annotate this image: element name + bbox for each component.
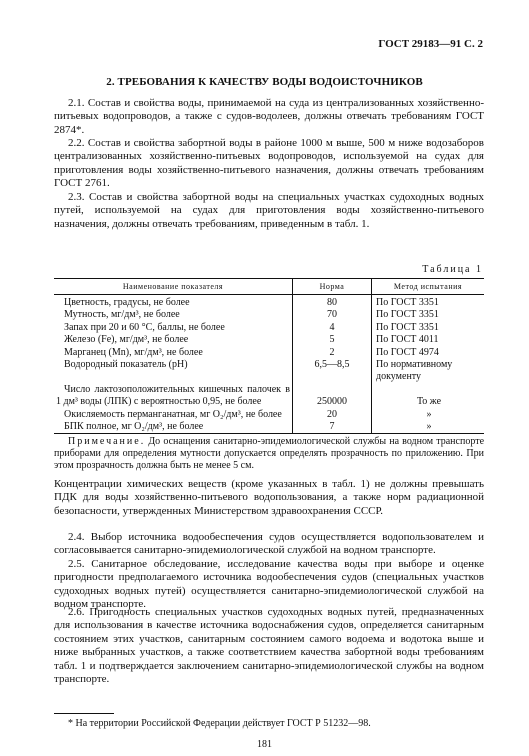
table-caption: Таблица 1: [422, 264, 483, 275]
row-method: »: [372, 421, 485, 434]
row-method: »: [426, 408, 432, 420]
row-parameter: Запах при 20 и 60 °С, баллы, не более: [64, 321, 225, 333]
paragraph-2-2: 2.2. Состав и свойства забортной воды в районе 1000 м выше, 500 м ниже водозаборов централизованных хозяйственно-питьевых водопроводов, используемой на судах для приготовления воды хозяйственно-питьевого назначения, должны отвечать требованиям ГОСТ 2761.: [54, 137, 484, 190]
row-parameter: БПК полное, мг O₂/дм³, не более: [54, 421, 293, 434]
paragraph-2-6: 2.6. Пригодность специальных участков судоходных водных путей, предназначенных для использования в качестве источника водоснабжения судов, определяется санитарным состоянием этих участков, санитарным состоянием самого водоема и водотока выше и ниже выбранных участков, а также соответствием качества забортной воды требованиям табл. 1 и подтверждается заключением санитарно-эпидемиологической службы на водном транспорте.: [54, 606, 484, 686]
header-parameter: Наименование показателя: [54, 279, 293, 295]
row-parameter: Марганец (Mn), мг/дм³, не более: [64, 346, 203, 358]
row-parameter: Водородный показатель (pH): [64, 359, 188, 371]
page-header: ГОСТ 29183—91 С. 2: [378, 38, 483, 50]
row-norm: 5: [293, 334, 372, 346]
paragraph-2-1: 2.1. Состав и свойства воды, принимаемой на суда из централизованных хозяйственно-питьевых водопроводов, а также с судов-водолеев, должны отвечать требованиям ГОСТ 2874*.: [54, 97, 484, 136]
row-parameter: Цветность, градусы, не более: [64, 297, 190, 308]
header-norm: Норма: [293, 279, 372, 295]
row-parameter: Окисляемость перманганатная, мг O₂/дм³, не более: [64, 408, 282, 420]
row-norm: 2: [293, 347, 372, 359]
table-header-row: [54, 279, 484, 295]
header-method: Метод испытания: [372, 279, 485, 295]
table-row: [54, 334, 484, 346]
table-row: [54, 322, 484, 334]
row-method: То же: [416, 396, 442, 408]
table-row: [54, 409, 484, 421]
page-number: 181: [257, 739, 272, 750]
paragraph-2-5: 2.5. Санитарное обследование, исследование качества воды при выборе и оценке пригодности предполагаемого источника водообеспечения судов (специальных участков судоходных водных путей) осуществляется санитарно-эпидемиологической службой на водном транспорте.: [54, 558, 484, 611]
table-row: [54, 359, 484, 384]
row-method: По ГОСТ 3351: [376, 321, 439, 333]
row-method: По ГОСТ 4011: [376, 334, 439, 346]
row-norm: 4: [293, 322, 372, 334]
table-row: [54, 309, 484, 321]
footnote-rule: [54, 713, 114, 714]
row-norm: 20: [293, 409, 372, 421]
row-parameter: Железо (Fe), мг/дм³, не более: [64, 334, 189, 346]
row-parameter: Мутность, мг/дм³, не более: [64, 309, 180, 321]
row-norm: 6,5—8,5: [293, 359, 372, 384]
row-norm: 250000: [293, 384, 372, 409]
table-note: [54, 436, 484, 472]
row-method: По ГОСТ 4974: [376, 346, 439, 358]
paragraph-2-4: 2.4. Выбор источника водообеспечения судов осуществляется водопользователем и согласовывается санитарно-эпидемиологической службой на водном транспорте.: [54, 531, 484, 557]
row-method: По ГОСТ 3351: [376, 309, 439, 321]
row-parameter: Число лактозоположительных кишечных палочек в 1 дм³ воды (ЛПК) с вероятностью 0,95, не более: [56, 383, 290, 408]
table-row: [54, 384, 484, 409]
paragraph-chemical: Концентрации химических веществ (кроме указанных в табл. 1) не должны превышать ПДК для воды хозяйственно-питьевого водопользования, а также норм радиационной безопасности, утвержденных Министерством здравоохранения СССР.: [54, 478, 484, 517]
row-norm: 7: [293, 421, 372, 434]
row-method: По нормативному документу: [376, 359, 453, 383]
row-norm: 70: [293, 309, 372, 321]
row-method: По ГОСТ 3351: [376, 297, 439, 308]
water-quality-table: [54, 278, 484, 434]
table-row: [54, 347, 484, 359]
paragraph-2-3: 2.3. Состав и свойства забортной воды на специальных участках судоходных водных путей, используемой на судах для приготовления воды хозяйственно-питьевого назначения, должны отвечать требованиям, приведенным в табл. 1.: [54, 191, 484, 230]
note-text: До оснащения санитарно-эпидемиологической службы на водном транспорте приборами для определения мутности допускается определять прозрачность по приложению. При этом прозрачность должна быть не менее 5 см.: [54, 436, 485, 471]
row-norm: 80: [293, 295, 372, 310]
section-title: 2. ТРЕБОВАНИЯ К КАЧЕСТВУ ВОДЫ ВОДОИСТОЧНИКОВ: [106, 76, 423, 88]
table-row: [54, 295, 484, 310]
footnote: * На территории Российской Федерации действует ГОСТ Р 51232—98.: [68, 718, 371, 729]
note-label: Примечание.: [68, 436, 146, 447]
table-row: [54, 421, 484, 434]
